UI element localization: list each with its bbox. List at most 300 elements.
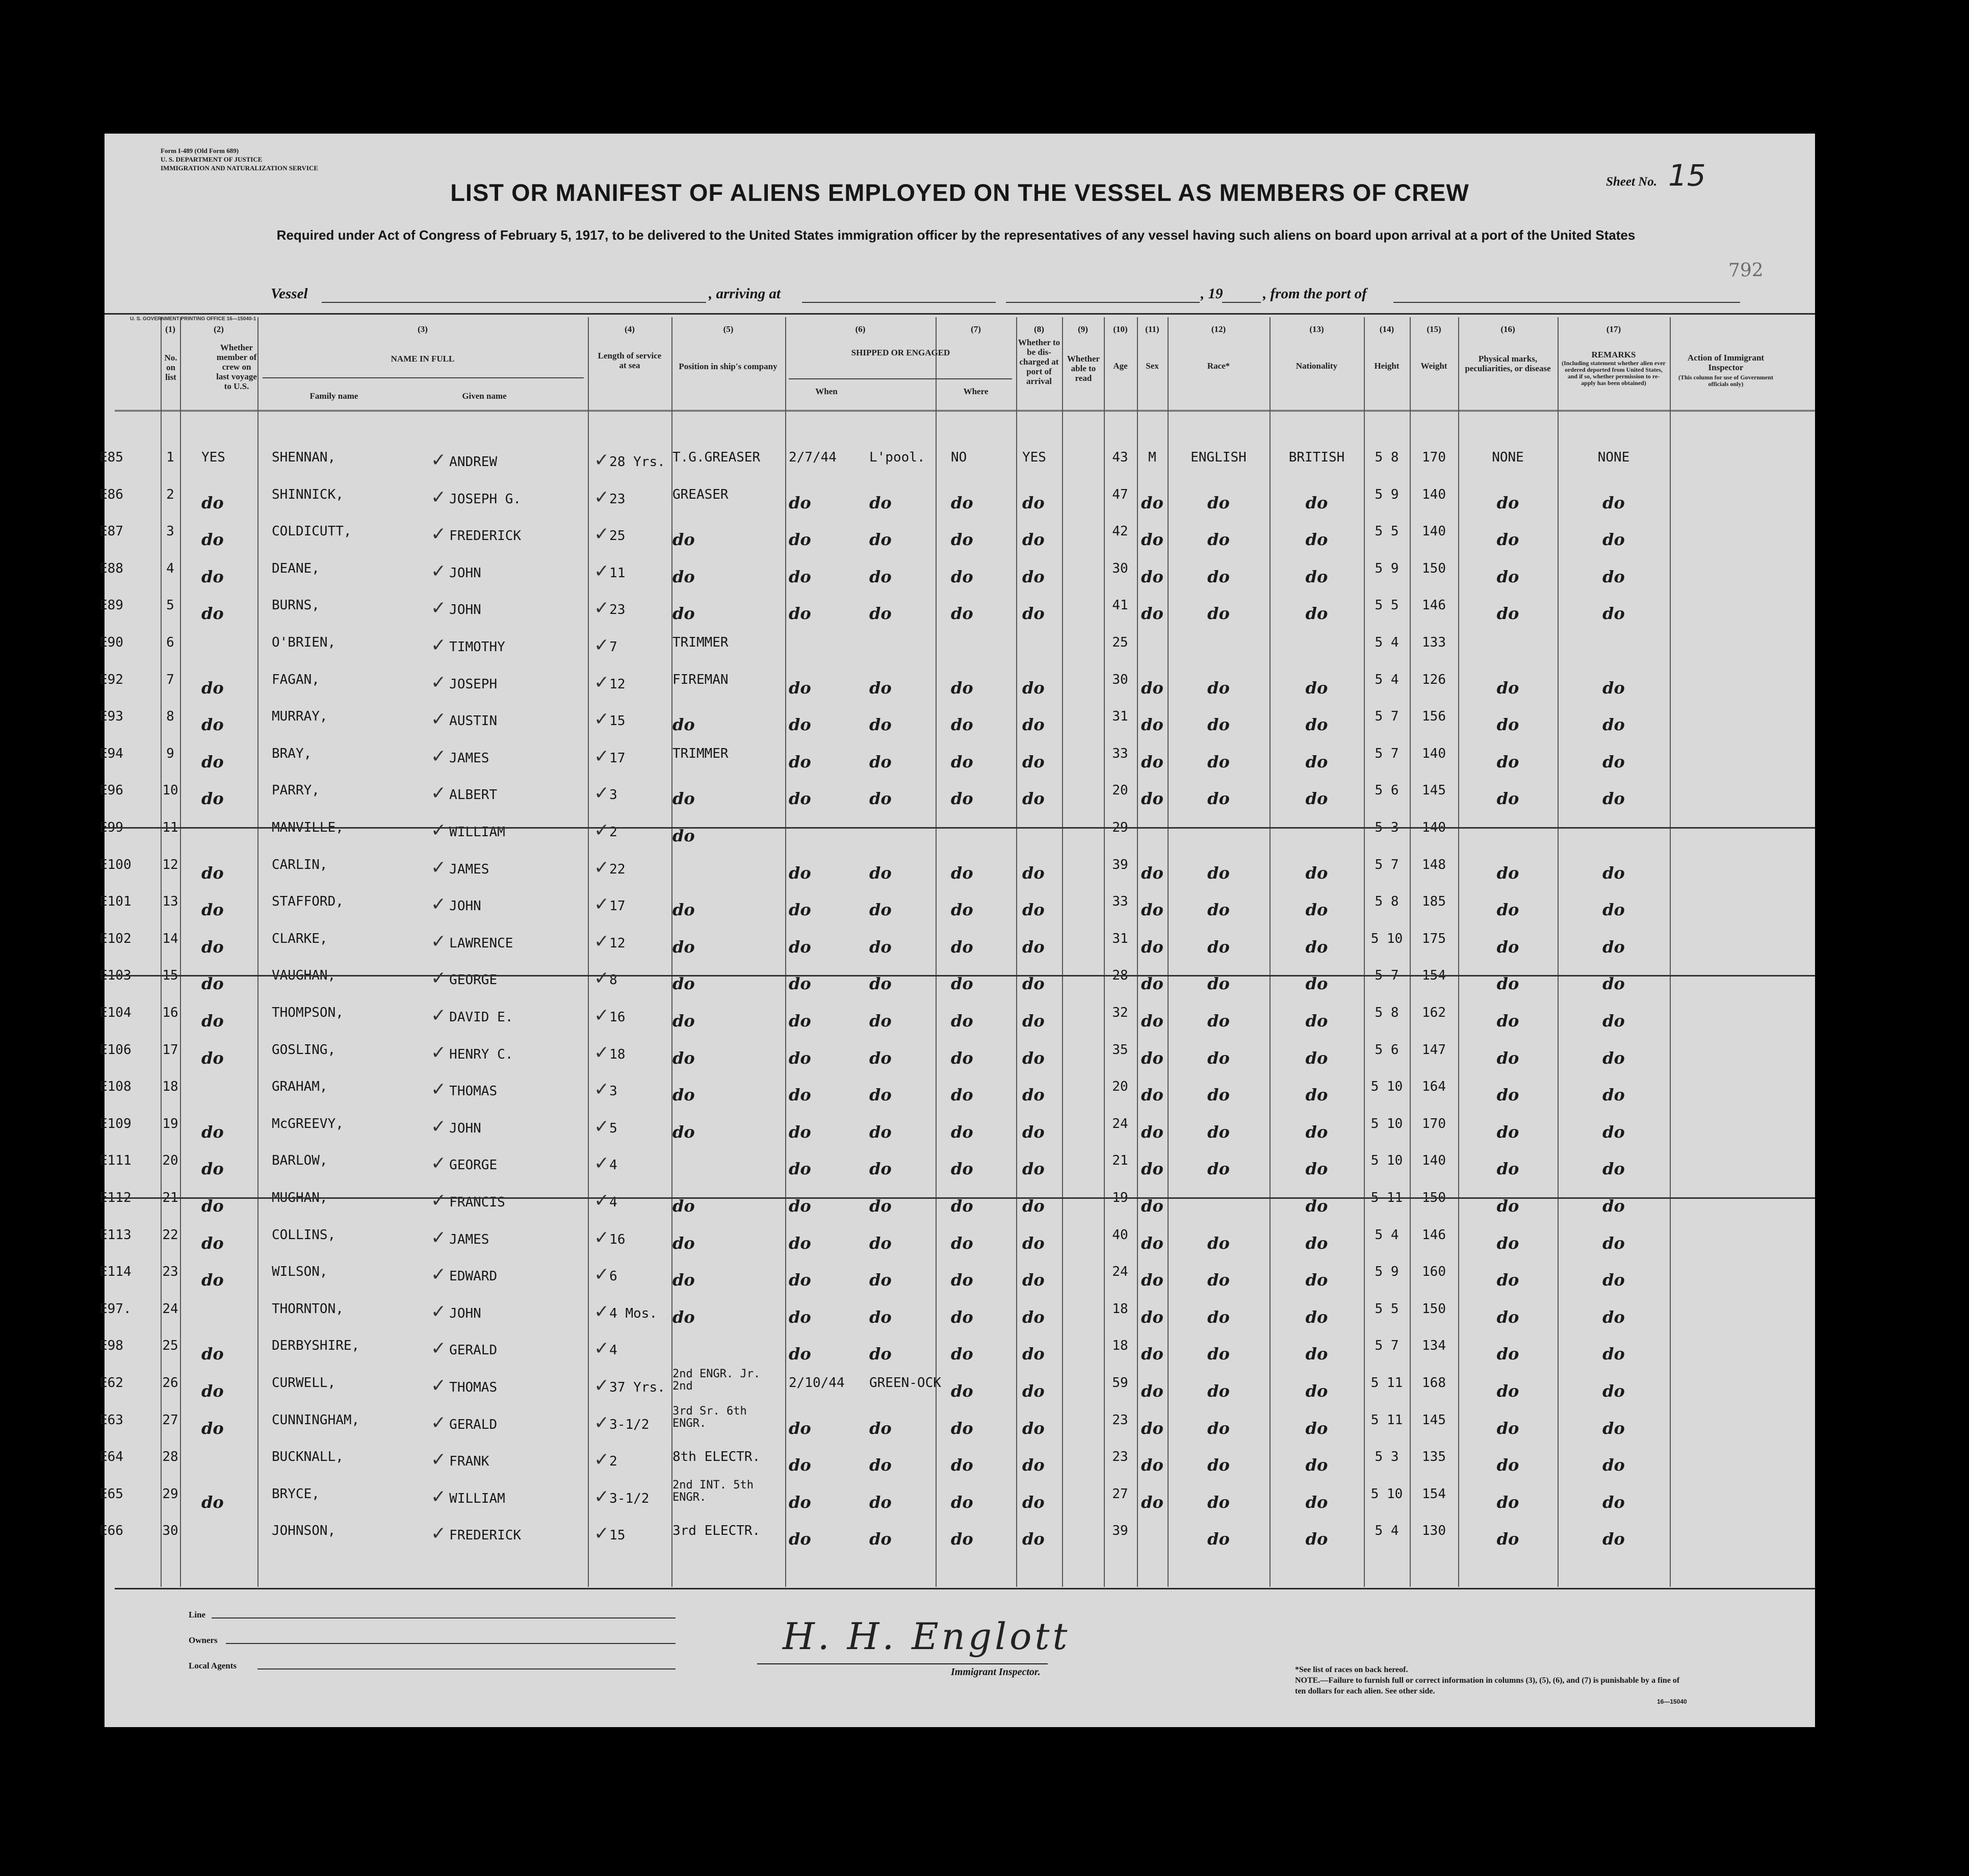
hdr-remarks: REMARKS [1591,350,1636,359]
cell-member: YES [201,450,225,465]
cell-length: ✓4 Mos. [594,1301,658,1322]
cell-race: do [1207,1048,1230,1068]
page-title: LIST OR MANIFEST OF ALIENS EMPLOYED ON THE VESSEL AS MEMBERS OF CREW [450,179,1469,206]
cell-discharged: do [951,1196,973,1216]
cell-length: ✓16 [594,1005,626,1026]
cell-given: ✓ GERALD [431,1412,498,1433]
cell-race: do [1207,1122,1230,1142]
owners-field [226,1643,676,1644]
cell-when: do [789,1529,811,1549]
cell-age: 39 [1112,1523,1128,1539]
cell-read: do [1022,1048,1045,1068]
cell-when: do [789,974,811,994]
cell-where: do [869,1122,892,1142]
height-feet: 5 [1370,1486,1379,1502]
cell-where: do [869,937,892,957]
cell-when: do [789,567,811,586]
cell-when: do [789,1307,811,1327]
cell-family: JOHNSON, [272,1523,336,1539]
cell-family: BURNS, [272,598,320,613]
cell-id: E106 [99,1042,132,1058]
height-inches: 9 [1390,1264,1399,1280]
cell-id: E111 [99,1153,132,1169]
cell-nationality: do [1305,937,1328,957]
cell-sex: do [1141,1307,1163,1327]
cell-remarks: do [1602,752,1625,772]
cell-no: 9 [166,746,174,761]
table-row [99,857,1815,894]
cell-family: CLARKE, [272,931,328,946]
cell-no: 19 [162,1116,178,1132]
cell-physical: do [1496,604,1519,624]
cell-length: ✓23 [594,486,626,508]
cell-family: THOMPSON, [272,1005,344,1020]
cell-member: do [201,1196,224,1216]
strike-through-line [105,1197,1815,1199]
tick-mark-icon: ✓ [431,1079,447,1100]
cell-remarks: do [1602,1048,1625,1068]
cell-nationality: do [1305,1381,1328,1401]
cell-where: do [869,1529,892,1549]
cell-member: do [201,678,224,698]
cell-where: do [869,1233,892,1253]
cell-weight: 133 [1422,635,1446,650]
form-code: 16—15040 [1657,1698,1687,1705]
cell-id: E97. [99,1301,132,1317]
cell-member: do [201,1381,224,1401]
cell-age: 21 [1112,1153,1128,1169]
cell-when: do [789,900,811,920]
height-feet: 5 [1375,1227,1383,1243]
cell-position: do [672,1085,695,1105]
cell-when: do [789,530,811,550]
cell-family: CURWELL, [272,1375,336,1391]
cell-race: ENGLISH [1190,450,1247,465]
table-row [99,1338,1815,1375]
tick-mark-icon: ✓ [431,635,447,656]
cell-weight: 135 [1422,1449,1446,1465]
cell-family: BRAY, [272,746,312,761]
height-inches: 7 [1390,968,1399,984]
cell-physical: do [1496,678,1519,698]
cell-no: 5 [166,598,174,613]
cell-given: ✓ GEORGE [431,968,498,989]
hdr-physical: Physical marks, peculiarities, or disease [1465,354,1551,373]
cell-age: 31 [1112,709,1128,725]
col-num: (5) [723,324,734,334]
cell-age: 25 [1112,635,1128,650]
cell-height [1364,635,1410,650]
cell-nationality: do [1305,752,1328,772]
cell-discharged: do [951,1492,973,1512]
table-top-rule [105,313,1815,315]
cell-read: do [1022,567,1045,586]
cell-position: do [672,974,695,994]
cell-weight: 164 [1422,1079,1446,1095]
cell-age: 43 [1112,450,1128,465]
cell-age: 19 [1112,1190,1128,1205]
cell-given: ✓ WILLIAM [431,1486,505,1507]
cell-family: BUCKNALL, [272,1449,344,1465]
cell-position: do [672,1048,695,1068]
cell-given: ✓ ALBERT [431,783,498,804]
cell-remarks: do [1602,1344,1625,1364]
tick-mark-icon: ✓ [431,1227,447,1248]
cell-height [1364,1412,1410,1428]
cell-nationality: do [1305,1122,1328,1142]
cell-member: do [201,752,224,772]
cell-read: do [1022,1122,1045,1142]
cell-read: do [1022,900,1045,920]
tick-mark-icon: ✓ [431,486,447,508]
cell-read: do [1022,1270,1045,1290]
cell-nationality: do [1305,567,1328,586]
cell-age: 33 [1112,746,1128,761]
height-inches: 4 [1390,635,1399,650]
col-num: (16) [1500,324,1515,334]
table-row [99,931,1815,968]
cell-age: 39 [1112,857,1128,872]
height-inches: 7 [1390,746,1399,761]
cell-height [1364,783,1410,798]
height-inches: 5 [1390,524,1399,539]
tick-mark-icon: ✓ [594,672,610,693]
table-row [99,524,1815,560]
table-row [99,1404,1815,1449]
table-row [99,1153,1815,1190]
cell-discharged: do [951,1529,973,1549]
cell-length: ✓11 [594,560,626,582]
tick-mark-icon: ✓ [594,783,610,804]
cell-sex: do [1141,1011,1163,1031]
cell-given: ✓ JOHN [431,894,481,915]
cell-family: BARLOW, [272,1153,328,1169]
cell-where: L'pool. [869,450,925,465]
cell-member: do [201,604,224,624]
cell-discharged: do [951,974,973,994]
cell-member: do [201,715,224,735]
cell-position: do [672,900,695,920]
tick-mark-icon: ✓ [594,524,610,545]
tick-mark-icon: ✓ [431,672,447,693]
cell-race: do [1207,1307,1230,1327]
height-inches: 7 [1390,709,1399,725]
cell-height [1364,746,1410,761]
vessel-label: Vessel [271,286,308,302]
date-field [1006,302,1200,303]
cell-given: ✓ JAMES [431,746,489,767]
cell-read: YES [1022,450,1046,465]
form-id: Form I-489 (Old Form 689) U. S. DEPARTMENT OF JUSTICE IMMIGRATION AND NATURALIZATION SERVICE [161,147,319,172]
cell-age: 33 [1112,894,1128,910]
cell-no: 16 [162,1005,178,1020]
cell-when: do [789,678,811,698]
height-inches: 7 [1390,1338,1399,1354]
cell-height [1364,1005,1410,1020]
cell-read: do [1022,1159,1045,1179]
tick-mark-icon: ✓ [431,857,447,878]
cell-nationality: do [1305,1418,1328,1438]
year-label: , 19 [1201,286,1223,302]
cell-race: do [1207,1159,1230,1179]
hdr-height: Height [1374,361,1400,371]
tick-mark-icon: ✓ [431,598,447,619]
cell-discharged: do [951,1455,973,1475]
cell-sex: do [1141,567,1163,586]
cell-given: ✓ WILLIAM [431,820,505,841]
height-feet: 5 [1375,1005,1383,1020]
cell-race: do [1207,1529,1230,1549]
cell-remarks: do [1602,1159,1625,1179]
col-num: (8) [1034,324,1044,334]
cell-given: ✓ THOMAS [431,1079,498,1100]
tick-mark-icon: ✓ [594,1079,610,1100]
cell-no: 23 [162,1264,178,1280]
tick-mark-icon: ✓ [594,1486,610,1507]
cell-family: FAGAN, [272,672,320,687]
cell-age: 28 [1112,968,1128,984]
tick-mark-icon: ✓ [594,1301,610,1322]
cell-height [1364,524,1410,539]
cell-length: ✓12 [594,931,626,952]
cell-given: ✓ THOMAS [431,1375,498,1396]
cell-sex: do [1141,789,1163,809]
cell-id: E65 [99,1486,123,1502]
cell-remarks: do [1602,1418,1625,1438]
cell-member: do [201,493,224,512]
cell-physical: do [1496,1196,1519,1216]
tick-mark-icon: ✓ [431,1375,447,1396]
cell-discharged: do [951,604,973,624]
cell-no: 13 [162,894,178,910]
cell-family: GOSLING, [272,1042,336,1058]
cell-length: ✓16 [594,1227,626,1248]
cell-weight: 156 [1422,709,1446,725]
cell-read: do [1022,1529,1045,1549]
cell-member: do [201,1344,224,1364]
cell-race: do [1207,1233,1230,1253]
cell-no: 2 [166,486,174,502]
inspector-signature: H. H. Englott [783,1615,1071,1658]
cell-height [1364,487,1410,502]
hdr-sex: Sex [1146,361,1159,371]
tick-mark-icon: ✓ [431,560,447,582]
cell-physical: do [1496,1381,1519,1401]
height-inches: 4 [1390,672,1399,687]
tick-mark-icon: ✓ [431,783,447,804]
cell-weight: 160 [1422,1264,1446,1280]
tick-mark-icon: ✓ [431,1301,447,1322]
col-num: (13) [1309,324,1324,334]
cell-discharged: do [951,937,973,957]
cell-when: do [789,1122,811,1142]
table-row [99,1368,1815,1412]
cell-nationality: do [1305,1307,1328,1327]
cell-position: do [672,604,695,624]
cell-where: do [869,1159,892,1179]
cell-given: ✓ GEORGE [431,1153,498,1174]
cell-no: 7 [166,672,174,687]
cell-when: do [789,1048,811,1068]
table-row [99,1449,1815,1486]
cell-race: do [1207,1344,1230,1364]
cell-member: do [201,1048,224,1068]
cell-height [1364,931,1410,946]
cell-when: do [789,863,811,883]
cell-where: do [869,863,892,883]
height-inches: 4 [1390,1227,1399,1243]
cell-no: 21 [162,1190,178,1205]
tick-mark-icon: ✓ [431,968,447,989]
height-inches: 9 [1390,486,1399,502]
cell-id: E88 [99,560,123,576]
strike-through-line [105,975,1815,976]
tick-mark-icon: ✓ [594,635,610,656]
table-row [99,709,1815,746]
cell-sex: do [1141,1455,1163,1475]
cell-no: 26 [162,1375,178,1391]
table-row [99,746,1815,783]
cell-height [1364,1523,1410,1538]
cell-position: do [672,715,695,735]
table-row [99,486,1815,524]
height-inches: 3 [1390,1449,1399,1465]
cell-where: do [869,1492,892,1512]
cell-sex: do [1141,1196,1163,1216]
cell-length: ✓15 [594,1523,626,1545]
cell-no: 6 [166,635,174,650]
height-feet: 5 [1375,598,1383,613]
tick-mark-icon: ✓ [594,486,610,508]
height-feet: 5 [1370,1079,1379,1095]
cell-physical: do [1496,493,1519,512]
cell-when: do [789,1492,811,1512]
cell-where: do [869,900,892,920]
cell-read: do [1022,1233,1045,1253]
hdr-where: Where [963,387,989,396]
cell-id: E62 [99,1375,123,1391]
arriving-label: , arriving at [709,286,781,302]
cell-no: 29 [162,1486,178,1502]
cell-given: ✓ FREDERICK [431,1523,522,1545]
cell-nationality: do [1305,493,1328,512]
cell-remarks: do [1602,1381,1625,1401]
col-num: (14) [1379,324,1394,334]
cell-remarks: NONE [1597,450,1630,465]
tick-mark-icon: ✓ [594,1523,610,1545]
height-inches: 10 [1387,1079,1403,1095]
cell-nationality: do [1305,715,1328,735]
cell-no: 22 [162,1227,178,1243]
tick-mark-icon: ✓ [594,1412,610,1433]
cell-nationality: do [1305,863,1328,883]
cell-remarks: do [1602,863,1625,883]
cell-discharged: do [951,678,973,698]
cell-family: GRAHAM, [272,1079,328,1095]
cell-age: 30 [1112,560,1128,576]
cell-read: do [1022,752,1045,772]
cell-race: do [1207,1011,1230,1031]
cell-age: 20 [1112,783,1128,799]
cell-given: ✓ JOHN [431,560,481,582]
cell-race: do [1207,1418,1230,1438]
cell-physical: do [1496,1307,1519,1327]
cell-when: do [789,1159,811,1179]
cell-nationality: do [1305,604,1328,624]
cell-age: 42 [1112,524,1128,539]
cell-length: ✓28 Yrs. [594,450,665,471]
cell-family: MURRAY, [272,709,328,725]
cell-age: 32 [1112,1005,1128,1020]
cell-discharged: do [951,900,973,920]
cell-weight: 150 [1422,1301,1446,1317]
cell-id: E104 [99,1005,132,1020]
cell-weight: 134 [1422,1338,1446,1354]
height-feet: 5 [1375,524,1383,539]
tick-mark-icon: ✓ [431,1116,447,1137]
cell-sex: do [1141,493,1163,512]
cell-sex: do [1141,1048,1163,1068]
height-feet: 5 [1370,931,1379,946]
cell-weight: 140 [1422,1153,1446,1169]
cell-remarks: do [1602,1307,1625,1327]
tick-mark-icon: ✓ [594,598,610,619]
tick-mark-icon: ✓ [431,1264,447,1286]
cell-age: 18 [1112,1301,1128,1317]
cell-id: E85 [99,450,123,465]
cell-physical: do [1496,1085,1519,1105]
cell-height [1364,1227,1410,1243]
cell-discharged: do [951,1048,973,1068]
cell-physical: do [1496,789,1519,809]
cell-where: do [869,530,892,550]
cell-length: ✓23 [594,598,626,619]
cell-remarks: do [1602,1455,1625,1475]
tick-mark-icon: ✓ [594,894,610,915]
cell-where: do [869,1011,892,1031]
cell-length: ✓18 [594,1042,626,1063]
cell-no: 17 [162,1042,178,1058]
cell-height [1364,1116,1410,1132]
cell-where: do [869,1344,892,1364]
col-num: (1) [165,324,175,334]
cell-when: do [789,789,811,809]
cell-age: 41 [1112,598,1128,613]
cell-given: ✓ HENRY C. [431,1042,513,1063]
cell-physical: NONE [1492,450,1524,465]
cell-weight: 150 [1422,1190,1446,1205]
height-feet: 5 [1370,1116,1379,1132]
cell-remarks: do [1602,789,1625,809]
year-field [1222,302,1261,303]
cell-physical: do [1496,1344,1519,1364]
tick-mark-icon: ✓ [594,1042,610,1063]
cell-length: ✓17 [594,894,626,915]
cell-remarks: do [1602,1233,1625,1253]
height-feet: 5 [1375,1301,1383,1317]
cell-age: 47 [1112,486,1128,502]
cell-weight: 185 [1422,894,1446,910]
cell-no: 10 [162,783,178,799]
cell-sex: M [1148,450,1156,465]
cell-position: do [672,530,695,550]
height-inches: 8 [1390,450,1399,465]
cell-family: STAFFORD, [272,894,344,910]
cell-discharged: do [951,752,973,772]
cell-length: ✓3-1/2 [594,1412,650,1433]
cell-race: do [1207,1270,1230,1290]
tick-mark-icon: ✓ [594,746,610,767]
